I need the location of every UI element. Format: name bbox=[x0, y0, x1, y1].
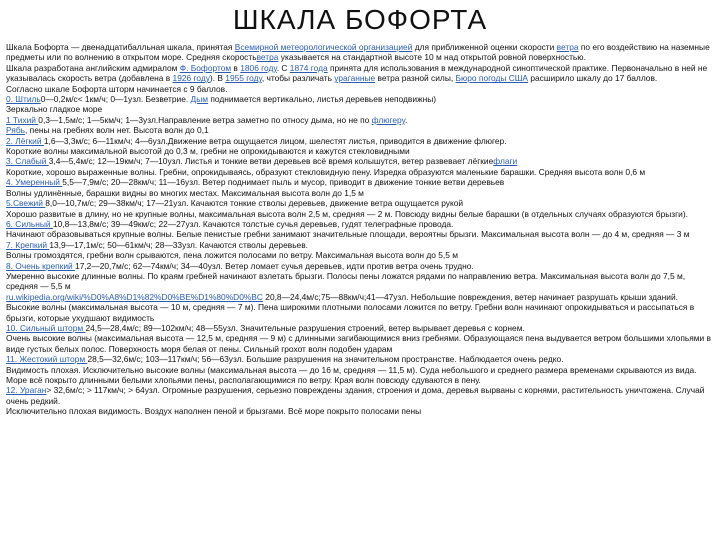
scale-line-0: 0. Штиль0—0,2м/с< 1км/ч; 0—1узл. Безветрие. Дым поднимается вертикально, листья деревьев неподвижны) bbox=[6, 94, 437, 105]
scale-line-15: Волны громоздятся, гребни волн срываются, пена ложится полосами по ветру. Максимальная высота волн до 5,5 м bbox=[6, 250, 458, 261]
page-title: ШКАЛА БОФОРТА bbox=[232, 4, 488, 35]
hurricane-link[interactable]: ураганные bbox=[334, 73, 376, 84]
intro-text: принята для использования в международной синоптической практике. Первоначально в ней не указывалась скорость ветра (добавлена в bbox=[6, 62, 708, 84]
scale-line-12: 6. Сильный 10,8—13,8м/с; 39—49км/с; 22—27узл. Качаются толстые сучья деревьев, гудят телеграфные провода. bbox=[6, 218, 454, 229]
scale-line-9: Волны удлинённые, барашки видны во многих местах. Максимальная высота волн до 1,5 м bbox=[6, 187, 364, 198]
scale-name-link[interactable]: 1 Тихий bbox=[6, 114, 39, 125]
smoke-link[interactable]: Дым bbox=[190, 94, 208, 105]
scale-name-link[interactable]: 0. Штиль bbox=[6, 94, 41, 105]
scale-line-17: Умеренно высокие длинные волны. По краям гребней начинают взлетать брызги. Полосы пены ложатся рядами по направлению ветра. Максимальная высота волн до 7,5 м, средняя — 5,5 м bbox=[6, 270, 686, 292]
scale-name-link[interactable]: 7. Крепкий bbox=[6, 239, 50, 250]
scale-name-link[interactable]: 11. Жестокий шторм bbox=[6, 354, 88, 365]
intro-paragraph-3: Согласно шкале Бофорта шторм начинается с 9 баллов. bbox=[6, 83, 228, 94]
intro-text: Шкала разработана английским адмиралом bbox=[6, 62, 180, 73]
intro-text: для приближенной оценки скорости bbox=[412, 42, 557, 52]
scale-line-2: 1 Тихий 0,3—1,5м/с; 1—5км/ч; 1—3узл.Направление ветра заметно по относу дыма, но не по флюгеру. bbox=[6, 114, 408, 125]
scale-name-link[interactable]: 10. Сильный шторм bbox=[6, 322, 86, 333]
ripple-link[interactable]: Рябь bbox=[6, 125, 26, 136]
intro-text: ). В bbox=[209, 73, 226, 84]
intro-paragraph-2 bbox=[6, 63, 712, 84]
scale-line-22: 11. Жестокий шторм 28,5—32,6м/с; 103—117км/ч; 56—63узл. Большие разрушения на значительном пространстве. Наблюдается очень редко. bbox=[6, 354, 564, 365]
scale-name-link[interactable]: 8. Очень крепкий bbox=[6, 260, 76, 271]
scale-line-25: Исключительно плохая видимость. Воздух наполнен пеной и брызгами. Всё море покрыто полосами пены bbox=[6, 406, 422, 417]
scale-line-13: Начинают образовываться крупные волны. Белые пенистые гребни занимают значительные площади, вероятны брызги. Максимальная высота волн — до 4 м, средняя — 3 м bbox=[6, 229, 690, 240]
scale-line-1: Зеркально гладкое море bbox=[6, 104, 103, 115]
scale-name-link[interactable]: 12. Ураган bbox=[6, 385, 47, 396]
intro-text: , чтобы различать bbox=[261, 73, 335, 84]
scale-line-8: 4. Умеренный 5,5—7,9м/с; 20—28км/ч; 11—16узл. Ветер поднимает пыль и мусор, приводит в движение тонкие ветви деревьев bbox=[6, 177, 505, 188]
year-1955-link[interactable]: 1955 году bbox=[225, 73, 262, 84]
intro-text: Шкала Бофорта — двенадцатибалльная шкала, принятая bbox=[6, 42, 235, 52]
flags-link[interactable]: флаги bbox=[493, 156, 518, 167]
scale-line-14: 7. Крепкий 13,9—17,1м/с; 50—61км/ч; 28—33узл. Качаются стволы деревьев. bbox=[6, 239, 308, 250]
intro-paragraph-1 bbox=[6, 42, 712, 63]
scale-line-7: Короткие, хорошо выраженные волны. Гребни, опрокидываясь, образуют стекловидную пену. Изредка образуются маленькие барашки. Средняя высота волн 0,6 м bbox=[6, 166, 646, 177]
scale-name-link[interactable]: 5.Свежий bbox=[6, 198, 46, 209]
scale-line-5: Короткие волны максимальной высотой до 0,3 м, гребни не опрокидываются и кажутся стекловидными bbox=[6, 146, 410, 157]
beaufort-link[interactable]: Ф. Бофортом bbox=[179, 62, 232, 73]
scale-line-4: 2. Лёгкий 1,6—3,3м/с; 6—11км/ч; 4—6узл.Движение ветра ощущается лицом, шелестят листья, приводится в движение флюгер. bbox=[6, 135, 507, 146]
scale-line-6: 3. Слабый 3,4—5,4м/с; 12—19км/ч; 7—10узл. Листья и тонкие ветви деревьев всё время колышутся, ветер развевает лёгкиефлаги bbox=[6, 156, 518, 167]
intro-text: по его воздействию на наземные предметы или по волнению в открытом море. Средняя скорость bbox=[6, 42, 710, 63]
intro-text: указывается на стандартной высоте 10 м над открытой ровной поверхностью. bbox=[278, 52, 586, 63]
scale-line-3: Рябь, пены на гребнях волн нет. Высота волн до 0,1 bbox=[6, 125, 209, 136]
year-1806-link[interactable]: 1806 году bbox=[240, 62, 277, 73]
scale-line-18: ru.wikipedia.org/wiki/%D0%A8%D1%82%D0%BE%D1%80%D0%BC 20,8—24,4м/с;75—88км/ч;41—47узл. Небольшие повреждения, ветер начинает разрушать крыши зданий. bbox=[6, 291, 678, 302]
year-1874-link[interactable]: 1874 года bbox=[289, 62, 328, 73]
wiki-storm-link[interactable]: ru.wikipedia.org/wiki/%D0%A8%D1%82%D0%BE%D1%80%D0%BC bbox=[6, 291, 263, 302]
vane-link[interactable]: флюгеру bbox=[371, 114, 405, 125]
scale-name-link[interactable]: 4. Умеренный bbox=[6, 177, 63, 188]
year-1926-link[interactable]: 1926 году bbox=[172, 73, 210, 84]
scale-line-21: Очень высокие волны (максимальная высота — 12,5 м, средняя — 9 м) с длинными загибающимися вниз гребнями. Образующаяся пена выдувается ветром большими хлопьями в виде густых белых полос. Поверхность моря белая от пены. Сильный грохот волн подобен ударам bbox=[6, 333, 711, 354]
scale-line-11: Хорошо развитые в длину, но не крупные волны, максимальная высота волн 2,5 м, средняя — 2 м. Повсюду видны белые барашки (в отдельных случаях образуются брызги). bbox=[6, 208, 688, 219]
scale-name-link[interactable]: 3. Слабый bbox=[6, 156, 49, 167]
intro-text: в bbox=[231, 62, 241, 73]
weather-bureau-link[interactable]: Бюро погоды США bbox=[455, 73, 528, 84]
intro-text: . С bbox=[276, 62, 290, 73]
scale-name-link[interactable]: 6. Сильный bbox=[6, 218, 53, 229]
scale-line-10: 5.Свежий 8,0—10,7м/с; 29—38км/ч; 17—21узл. Качаются тонкие стволы деревьев, движение ветра ощущается рукой bbox=[6, 198, 464, 209]
document-body bbox=[6, 42, 712, 417]
scale-line-19: Высокие волны (максимальная высота — 10 м, средняя — 7 м). Пена широкими плотными полосами ложится по ветру. Гребни волн начинают опрокидываться и рассыпаться в брызги, которые ухудшают видимость bbox=[6, 302, 695, 323]
wind-link[interactable]: ветра bbox=[256, 52, 279, 63]
scale-line-23: Видимость плохая. Исключительно высокие волны (максимальная высота — до 16 м, средняя — 11,5 м). Суда небольшого и среднего размера временами скрываются из вида. Море всё покрыто длинными белыми хлопьями пены, располагающимися по ветру. Края волн повсюду сдуваются в пену. bbox=[6, 364, 697, 385]
intro-text: расширило шкалу до 17 баллов. bbox=[528, 73, 658, 84]
scale-line-20: 10. Сильный шторм 24,5—28,4м/с; 89—102км/ч; 48—55узл. Значительные разрушения строений, ветер вырывает деревья с корнем. bbox=[6, 322, 525, 333]
scale-line-16: 8. Очень крепкий 17,2—20,7м/с; 62—74км/ч; 34—40узл. Ветер ломает сучья деревьев, идти против ветра очень трудно. bbox=[6, 260, 474, 271]
scale-name-link[interactable]: 2. Лёгкий bbox=[6, 135, 44, 146]
wind-link[interactable]: ветра bbox=[556, 42, 579, 52]
wmo-link[interactable]: Всемирной метеорологической организацией bbox=[234, 42, 413, 52]
scale-line-24: 12. Ураган> 32,6м/с; > 117км/ч; > 64узл. Огромные разрушения, серьезно повреждены здания, строения и дома, деревья вырваны с корнями, растительность уничтожена. Случай очень редкий. bbox=[6, 385, 705, 406]
intro-text: ветра разной силы, bbox=[375, 73, 456, 84]
